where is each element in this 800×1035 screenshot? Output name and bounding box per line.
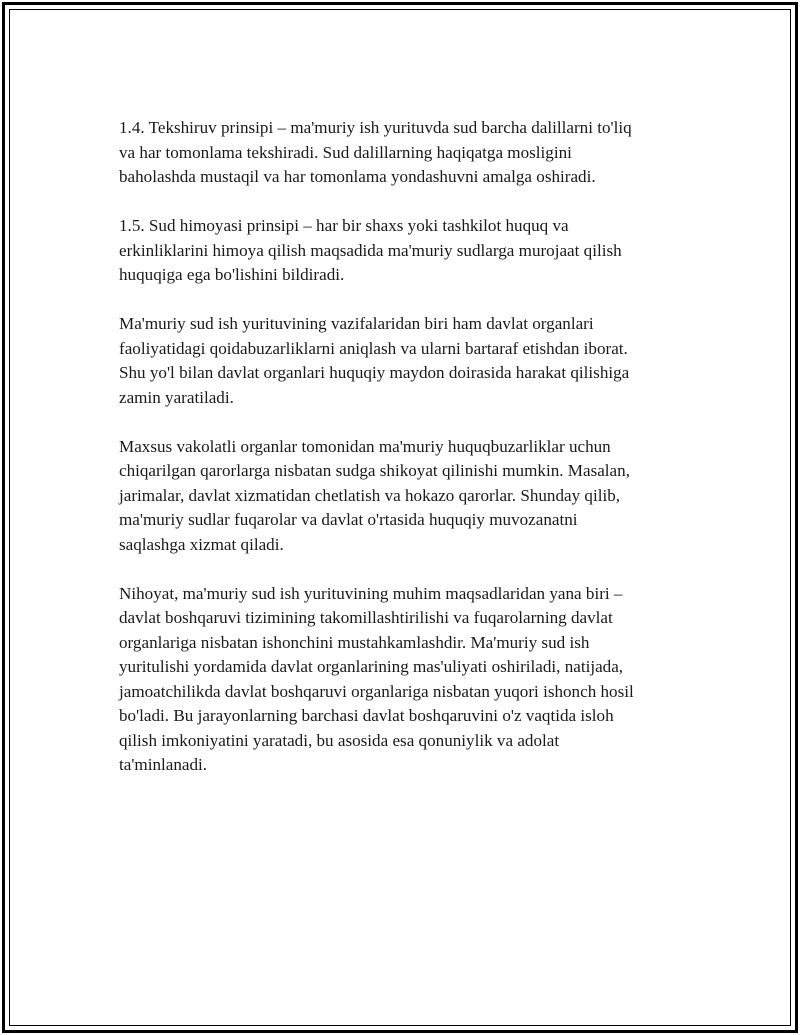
paragraph-shikoyat: Maxsus vakolatli organlar tomonidan ma'muriy huquqbuzarliklar uchun chiqarilgan qarorlarga nisbatan sudga shikoyat qilinishi mumkin. Masalan, jarimalar, davlat xizmatidan chetlatish va hokazo qarorlar. Shunday qilib, ma'muriy sudlar fuqarolar va davlat o'rtasida huquqiy muvozanatni saqlashga xizmat qiladi. bbox=[119, 436, 630, 554]
paragraph-vazifalar: Ma'muriy sud ish yurituvining vazifalaridan biri ham davlat organlari faoliyatidagi qoidabuzarliklarni aniqlash va ularni bartaraf etishdan iborat. Shu yo'l bilan davlat organlari huquqiy maydon doirasida harakat qilishiga zamin yaratiladi. bbox=[119, 314, 630, 407]
document-body bbox=[119, 116, 699, 802]
paragraph-maqsadlar: Nihoyat, ma'muriy sud ish yurituvining muhim maqsadlaridan yana biri – davlat boshqaruvi tizimining takomillashtirilishi va fuqarolarning davlat organlariga nisbatan ishonchini mustahkamlashdir. Ma'muriy sud ish yuritulishi yordamida davlat organlarining mas'uliyati oshiriladi, natijada, jamoatchilikda davlat boshqaruvi organlariga nisbatan yuqori ishonch hosil bo'ladi. Bu jarayonlarning barchasi davlat boshqaruvini o'z vaqtida isloh qilish imkoniyatini yaratadi, bu asosida esa qonuniylik va adolat ta'minlanadi. bbox=[119, 583, 634, 774]
paragraph-sud-himoyasi-prinsipi: 1.5. Sud himoyasi prinsipi – har bir shaxs yoki tashkilot huquq va erkinliklarini himoya qilish maqsadida ma'muriy sudlarga murojaat qilish huquqiga ega bo'lishini bildiradi. bbox=[119, 216, 622, 284]
paragraph-tekshiruv-prinsipi: 1.4. Tekshiruv prinsipi – ma'muriy ish yurituvda sud barcha dalillarni to'liq va har tomonlama tekshiradi. Sud dalillarning haqiqatga mosligini baholashda mustaqil va har tomonlama yondashuvni amalga oshiradi. bbox=[119, 118, 632, 186]
